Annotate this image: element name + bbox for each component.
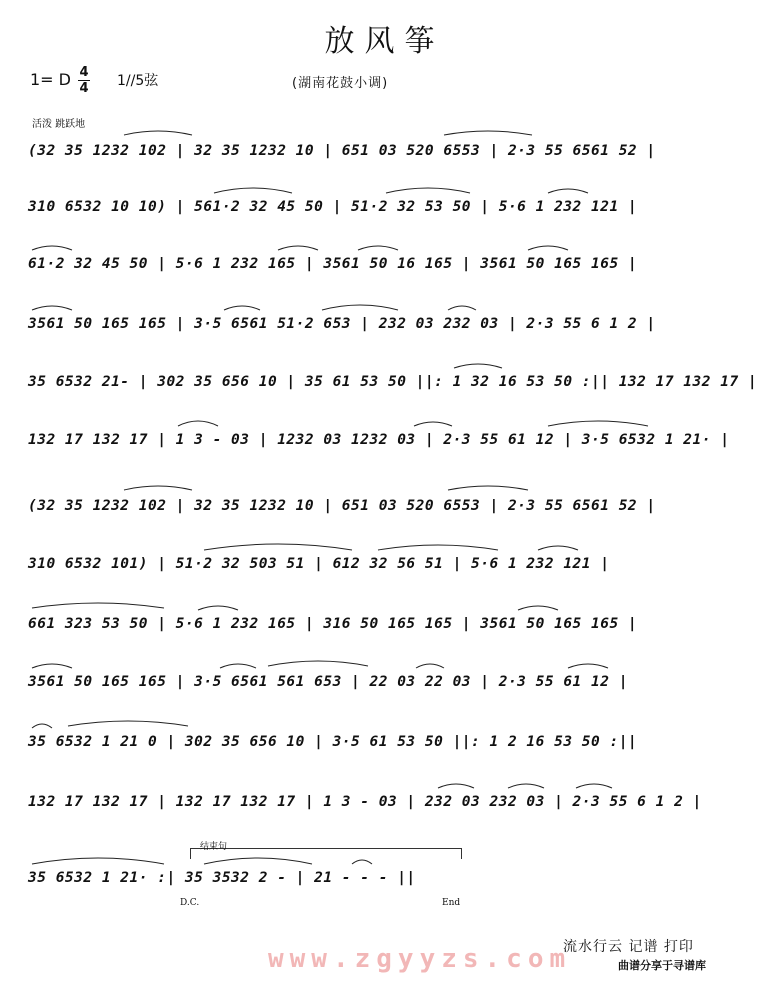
notation-line: (32 35 1232 102 | 32 35 1232 10 | 651 03 520 6553 | 2·3 55 6561 52 | <box>28 498 656 514</box>
notation-line: 310 6532 101) | 51·2 32 503 51 | 612 32 56 51 | 5·6 1 232 121 | <box>28 556 610 572</box>
notation-line: 3561 50 165 165 | 3·5 6561 51·2 653 | 232 03 232 03 | 2·3 55 6 1 2 | <box>28 316 656 332</box>
notation-line: 61·2 32 45 50 | 5·6 1 232 165 | 3561 50 16 165 | 3561 50 165 165 | <box>28 256 638 272</box>
tempo-marking: 活泼 跳跃地 <box>32 119 86 130</box>
notation-line: 661 323 53 50 | 5·6 1 232 165 | 316 50 165 165 | 3561 50 165 165 | <box>28 616 638 632</box>
notation-line: 310 6532 10 10) | 561·2 32 45 50 | 51·2 32 53 50 | 5·6 1 232 121 | <box>28 199 638 215</box>
notation-line: 35 6532 21- | 302 35 656 10 | 35 61 53 50 ||: 1 32 16 53 50 :|| 132 17 132 17 | <box>28 374 758 390</box>
end-mark: End <box>442 898 461 908</box>
staff-row <box>28 716 718 756</box>
staff-row <box>28 598 718 638</box>
time-signature <box>78 66 90 95</box>
staff-row <box>28 181 718 221</box>
score-title: 放风筝 <box>324 24 445 59</box>
staff-row <box>28 298 718 338</box>
notation-line: 3561 50 165 165 | 3·5 6561 561 653 | 22 03 22 03 | 2·3 55 61 12 | <box>28 674 628 690</box>
staff-row <box>28 656 718 696</box>
staff-row <box>28 125 718 165</box>
string-tuning: 1//5弦 <box>117 73 159 89</box>
notation-line: 35 6532 1 21· :| 35 3532 2 - | 21 - - - || <box>28 870 416 886</box>
staff-row <box>28 480 718 520</box>
staff-row <box>28 414 730 454</box>
staff-row <box>28 238 718 278</box>
staff-row <box>28 538 718 578</box>
share-note: 曲谱分享于寻谱库 <box>618 959 706 972</box>
notation-line: 35 6532 1 21 0 | 302 35 656 10 | 3·5 61 53 50 ||: 1 2 16 53 50 :|| <box>28 734 638 750</box>
notation-line: (32 35 1232 102 | 32 35 1232 10 | 651 03 520 6553 | 2·3 55 6561 52 | <box>28 143 656 159</box>
watermark: www.zgyyzs.com <box>268 944 572 974</box>
genre-label: (湖南花鼓小调) <box>292 76 389 91</box>
time-signature-bottom: 4 <box>79 81 89 96</box>
staff-row <box>28 356 758 396</box>
notation-line: 132 17 132 17 | 132 17 132 17 | 1 3 - 03 | 232 03 232 03 | 2·3 55 6 1 2 | <box>28 794 702 810</box>
time-signature-top: 4 <box>79 65 89 80</box>
transcriber-credit: 流水行云 记谱 打印 <box>563 939 694 955</box>
da-capo-mark: D.C. <box>180 898 200 908</box>
key-signature: 1= D <box>30 70 71 89</box>
ending-bracket <box>190 848 462 859</box>
staff-row <box>28 776 718 816</box>
notation-line: 132 17 132 17 | 1 3 - 03 | 1232 03 1232 03 | 2·3 55 61 12 | 3·5 6532 1 21· | <box>28 432 730 448</box>
ending-label: 结束句 <box>200 842 228 852</box>
